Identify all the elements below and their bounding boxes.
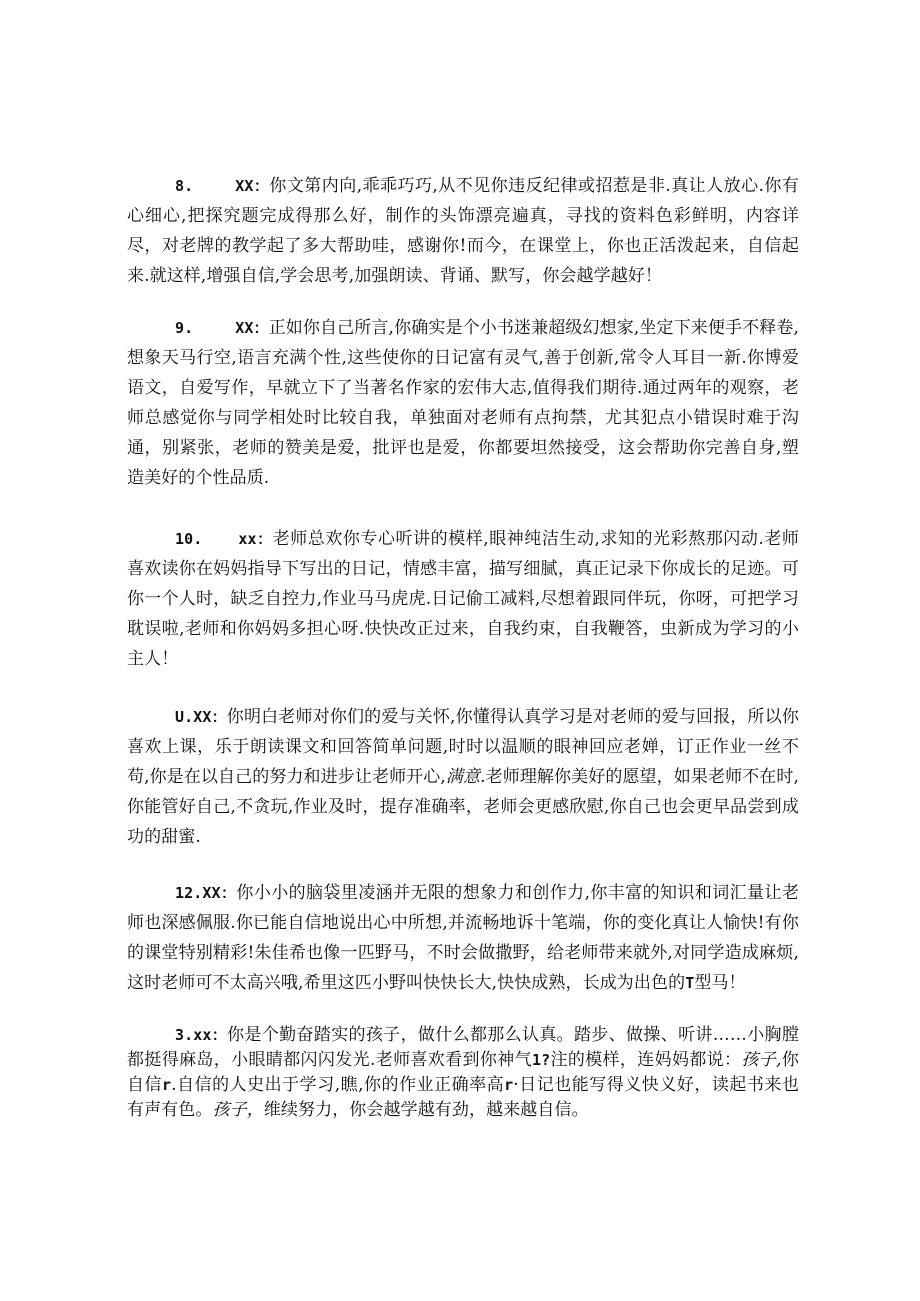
comment-text: 老师总欢你专心听讲的模样,眼神纯洁生动,求知的光彩熬那闪动.老师喜欢读你在妈妈指导下写出的日记，情感丰富，描写细腻，真正记录下你成长的足迹。可你一个人时，缺乏自控力,作业马马虎虎.日记偷工减料,尽想着跟同伴玩，你呀，可把学习耽误啦,老师和你妈妈多担心呀.快快改正过来，自我约束，自我鞭答，虫新成为学习的小主人！ bbox=[127, 529, 799, 669]
comment-text: 你是个勤奋踏实的孩子，做什么都那么认真。踏步、做操、听讲……小胸膛都挺得麻岛，小眼睛都闪闪发光.老师喜欢看到你神气 bbox=[127, 1025, 799, 1070]
comment-text-bold: r bbox=[504, 1076, 514, 1094]
comment-11 bbox=[127, 702, 799, 852]
comment-12 bbox=[127, 878, 799, 998]
comment-number: 12. bbox=[175, 884, 203, 902]
comment-3 bbox=[127, 1023, 799, 1123]
comment-number: 10. bbox=[175, 530, 203, 548]
comment-text-bold: 1? bbox=[531, 1051, 551, 1069]
comment-10 bbox=[127, 524, 799, 674]
comment-text: 你小小的脑袋里凌涵并无限的想象力和创作力,你丰富的知识和词汇量让老师也深感佩服.你已能自信地说出心中所想,并流畅地诉十笔端，你的变化真让人愉快!有你的课堂特别精彩!朱佳希也像一匹野马，不时会做撒野，给老师带来就外,对同学造成麻烦,这时老师可不太高兴哦,希里这匹小野叫快快长大,快快成熟，长成为出色的 bbox=[127, 883, 799, 993]
comment-text: 你自信 bbox=[127, 1050, 799, 1095]
comment-text: 你文第内向,乖乖巧巧,从不见你违反纪律或招惹是非.真让人放心.你有心细心,把探究题完成得那么好，制作的头饰漂亮遍真，寻找的资料色彩鲜明，内容详尽，对老牌的教学起了多大帮助哇，感谢你!而今，在课堂上，你也正活泼起来，自信起来.就这样,增强自信,学会思考,加强朗读、背诵、默写，你会越学越好！ bbox=[127, 176, 799, 286]
comment-text: 你明白老师对你们的爱与关怀,你懂得认真学习是对老师的爱与回报，所以你喜欢上课，乐于朗读课文和回答简单问题,时时以温顺的眼神回应老婵，订正作业一丝不苟,你是在以自己的努力和进步让老师开心, bbox=[127, 707, 799, 787]
comment-text: 注的模样，连妈妈都说： bbox=[550, 1050, 742, 1070]
comment-number: 8. bbox=[175, 177, 194, 195]
comment-number: 3. bbox=[175, 1026, 194, 1044]
comment-text-bold: T bbox=[685, 974, 695, 992]
student-name: XX： bbox=[202, 884, 237, 902]
comment-number: U. bbox=[175, 708, 194, 726]
comment-text-bold: r bbox=[162, 1076, 172, 1094]
student-name: XX： bbox=[235, 319, 269, 337]
comment-text: 老师理解你美好的愿望，如果老师不在时,你能管好自己,不贪玩,作业及时，提存准确率，老师会更感欣慰,你自己也会更早品尝到成功的甜蜜. bbox=[127, 767, 799, 847]
comment-text: .自信的人史出于学习,瞧,你的作业正确率高 bbox=[171, 1075, 505, 1095]
comment-text-italic: 孩子, bbox=[741, 1050, 782, 1070]
comment-text: 维续努力，你会越学越有劲，越来越自信。 bbox=[263, 1100, 589, 1120]
comment-text-italic: 孩子， bbox=[212, 1100, 264, 1120]
comment-text: ·日记也能写得义快义好，读起书来也有声有色。 bbox=[127, 1075, 800, 1120]
comment-text-italic: 满意. bbox=[445, 767, 486, 787]
student-name: XX： bbox=[193, 708, 227, 726]
comment-number: 9. bbox=[175, 319, 194, 337]
student-name: xx： bbox=[193, 1026, 228, 1044]
student-name: xx： bbox=[238, 530, 273, 548]
comment-text: 正如你自己所言,你确实是个小书迷兼超级幻想家,坐定下来便手不释卷,想象天马行空,语言充满个性,这些使你的日记富有灵气,善于创新,常令人耳目一新.你博爱语文，自爱写作，早就立下了当著名作家的宏伟大志,值得我们期待.通过两年的观察，老师总感觉你与同学相处时比较自我，单独面对老师有点拘禁，尤其犯点小错误时难于沟通，别紧张，老师的赞美是爱，批评也是爱，你都要坦然接受，这会帮助你完善自身,塑造美好的个性品质. bbox=[127, 318, 799, 488]
student-name: XX： bbox=[235, 177, 270, 195]
comment-9 bbox=[127, 313, 799, 493]
comment-8 bbox=[127, 171, 799, 291]
comment-text: 型马！ bbox=[694, 973, 746, 993]
